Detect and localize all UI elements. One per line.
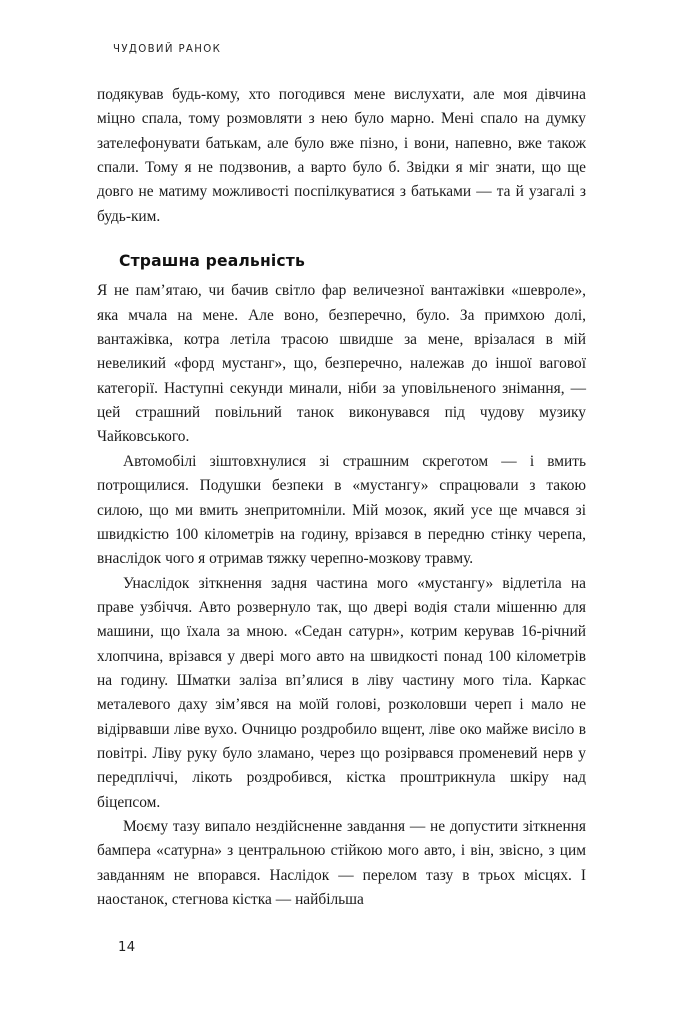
paragraph: Автомобілі зіштовхнулися зі страшним скреготом — і вмить потрощилися. Подушки безпеки в «мустангу» спрацювали з такою силою, що ми вмить знепритомніли. Мій мозок, який усе ще мчався зі швидкістю 100 кілометрів на годину, врізався в передню стінку черепа, внаслідок чого я отримав тяжку черепно-мозкову травму. — [97, 452, 586, 568]
paragraph: Моєму тазу випало нездійсненне завдання — не допустити зіткнення бампера «сатурна» з центральною стійкою мого авто, і він, звісно, з цим завданням не впорався. Наслідок — перелом тазу в трьох місцях. І наостанок, стегнова кістка — найбільша — [97, 817, 586, 908]
section-heading: Страшна реальність — [119, 252, 305, 271]
running-head: ЧУДОВИЙ РАНОК — [113, 44, 222, 55]
paragraph: Я не пам’ятаю, чи бачив світло фар величезної вантажівки «шевроле», яка мчала на мене. Але воно, безперечно, було. За примхою долі, вантажівка, котра летіла трасою швидше за мене, врізалася в мій невеликий «форд мустанг», що, безперечно, належав до іншої вагової категорії. Наступні секунди минали, ніби за уповільненого знімання, — цей страшний повільний танок виконувався під чудову музику Чайковського. — [97, 282, 586, 446]
paragraph-continued: подякував будь-кому, хто погодився мене вислухати, але моя дівчина міцно спала, тому розмовляти з нею було марно. Мені спало на думку зателефонувати батькам, але було вже пізно, і вони, напевно, вже також спали. Тому я не подзвонив, а варто було б. Звідки я міг знати, що ще довго не матиму можливості поспілкуватися з батьками — та й узагалі з будь-ким. — [97, 86, 586, 225]
page-text-body — [97, 83, 586, 912]
paragraph: Унаслідок зіткнення задня частина мого «мустангу» відлетіла на праве узбіччя. Авто розвернуло так, що двері водія стали мішенню для машини, що їхала за мною. «Седан сатурн», котрим керував 16-річний хлопчина, врізався у двері мого авто на швидкості понад 100 кілометрів на годину. Шматки заліза вп’ялися в ліву частину мого тіла. Каркас металевого даху зім’явся на моїй голові, розколовши череп і мало не відірвавши ліве вухо. Очницю роздробило вщент, ліве око майже висіло в повітрі. Ліву руку було зламано, через що розірвався променевий нерв у передпліччі, лікоть роздробився, кістка проштрикнула шкіру над біцепсом. — [97, 574, 586, 811]
heading-space-above — [97, 229, 586, 249]
page-number: 14 — [118, 940, 136, 955]
